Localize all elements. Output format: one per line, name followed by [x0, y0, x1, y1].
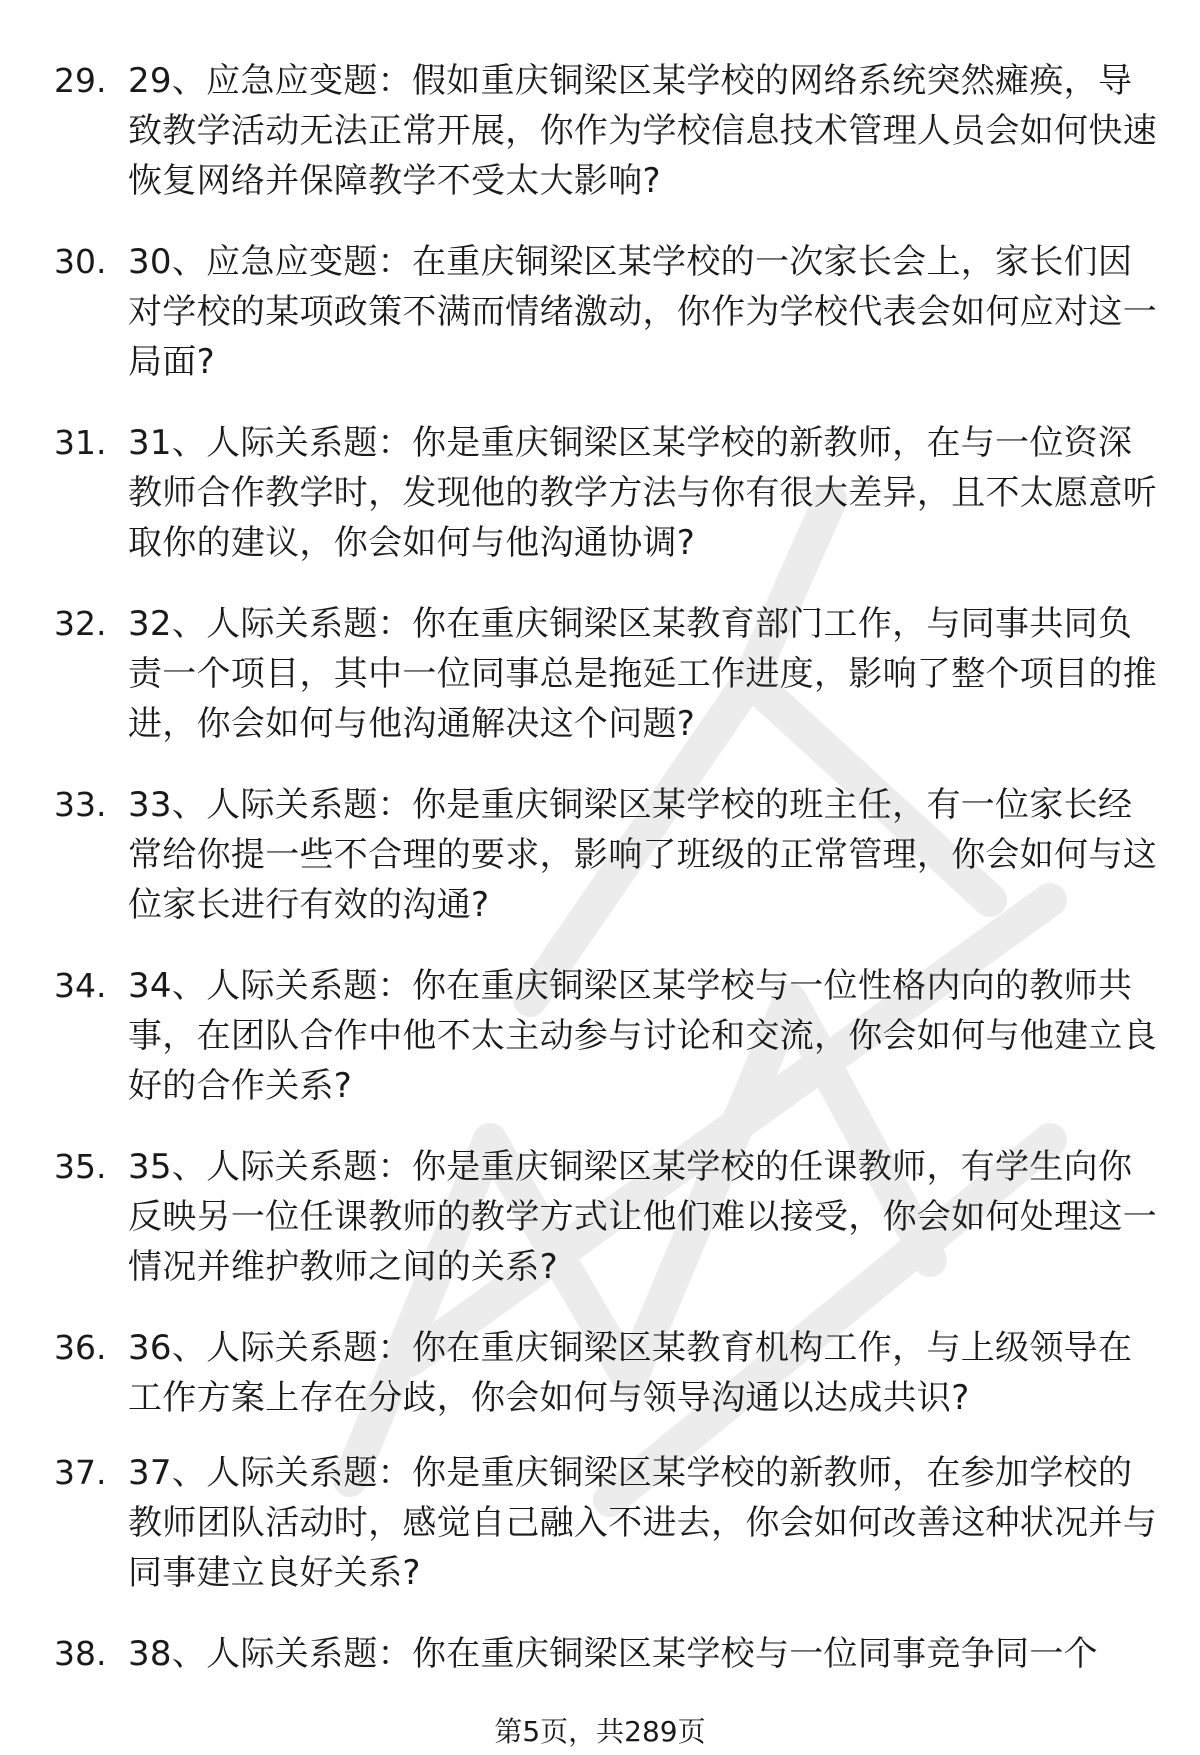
page-footer: 第5页，共289页 — [494, 1715, 706, 1748]
question-text: 37、人际关系题：你是重庆铜梁区某学校的新教师，在参加学校的教师团队活动时，感觉自己融入不进去，你会如何改善这种状况并与同事建立良好关系? — [128, 1453, 1157, 1593]
question-number: 38. — [54, 1634, 107, 1673]
question-item — [0, 599, 1200, 765]
question-number: 34. — [54, 966, 107, 1005]
question-text: 31、人际关系题：你是重庆铜梁区某学校的新教师，在与一位资深教师合作教学时，发现他的教学方法与你有很大差异，且不太愿意听取你的建议，你会如何与他沟通协调? — [128, 423, 1157, 563]
question-item — [0, 780, 1200, 946]
question-number: 31. — [54, 423, 107, 462]
question-list — [0, 56, 1200, 1699]
question-number: 29. — [54, 61, 107, 100]
question-text: 29、应急应变题：假如重庆铜梁区某学校的网络系统突然瘫痪，导致教学活动无法正常开展，你作为学校信息技术管理人员会如何快速恢复网络并保障教学不受太大影响? — [128, 61, 1157, 201]
question-text: 34、人际关系题：你在重庆铜梁区某学校与一位性格内向的教师共事，在团队合作中他不太主动参与讨论和交流，你会如何与他建立良好的合作关系? — [128, 966, 1157, 1106]
question-text: 38、人际关系题：你在重庆铜梁区某学校与一位同事竞争同一个 — [128, 1634, 1098, 1674]
question-text: 32、人际关系题：你在重庆铜梁区某教育部门工作，与同事共同负责一个项目，其中一位同事总是拖延工作进度，影响了整个项目的推进，你会如何与他沟通解决这个问题? — [128, 604, 1157, 744]
question-item — [0, 1629, 1200, 1684]
question-text: 33、人际关系题：你是重庆铜梁区某学校的班主任，有一位家长经常给你提一些不合理的要求，影响了班级的正常管理，你会如何与这位家长进行有效的沟通? — [128, 785, 1157, 925]
question-number: 37. — [54, 1453, 107, 1492]
question-number: 33. — [54, 785, 107, 824]
question-item — [0, 418, 1200, 584]
question-text: 30、应急应变题：在重庆铜梁区某学校的一次家长会上，家长们因对学校的某项政策不满而情绪激动，你作为学校代表会如何应对这一局面? — [128, 242, 1157, 382]
question-number: 36. — [54, 1328, 107, 1367]
question-item — [0, 237, 1200, 403]
question-text: 36、人际关系题：你在重庆铜梁区某教育机构工作，与上级领导在工作方案上存在分歧，你会如何与领导沟通以达成共识? — [128, 1328, 1133, 1418]
question-text: 35、人际关系题：你是重庆铜梁区某学校的任课教师，有学生向你反映另一位任课教师的教学方式让他们难以接受，你会如何处理这一情况并维护教师之间的关系? — [128, 1147, 1157, 1287]
question-item — [0, 961, 1200, 1127]
question-item — [0, 1323, 1200, 1433]
question-item — [0, 56, 1200, 222]
question-item — [0, 1142, 1200, 1308]
question-number: 30. — [54, 242, 107, 281]
question-item — [0, 1448, 1200, 1614]
question-number: 32. — [54, 604, 107, 643]
question-number: 35. — [54, 1147, 107, 1186]
